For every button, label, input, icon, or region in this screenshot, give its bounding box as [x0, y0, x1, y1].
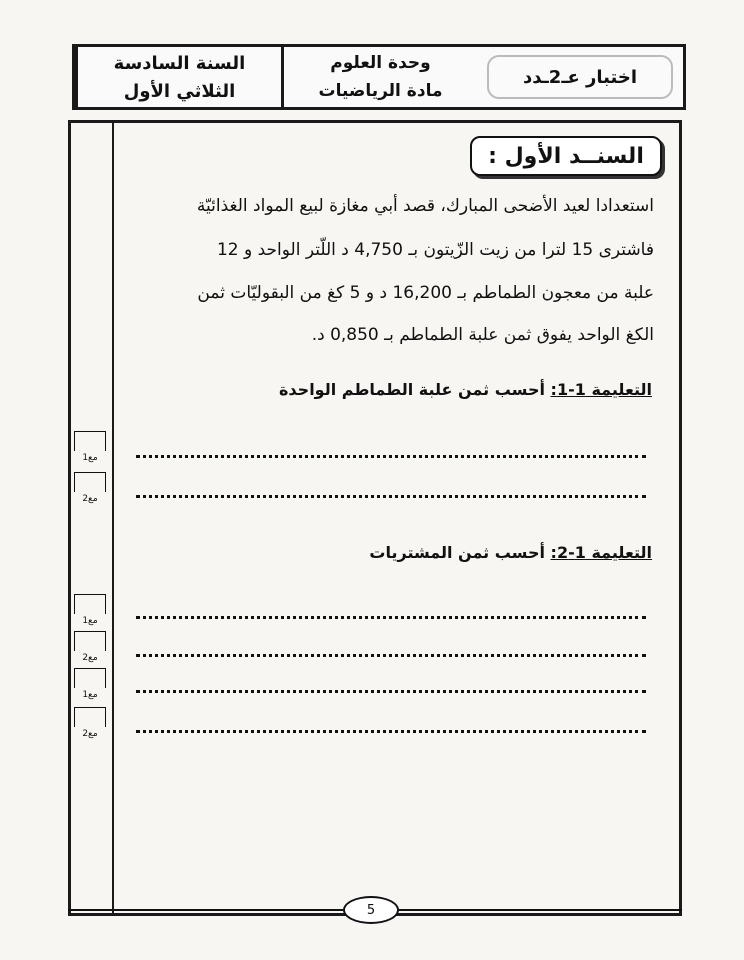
criterion-mark: مع1: [74, 594, 106, 614]
margin-rule: [112, 120, 114, 916]
answer-line[interactable]: [136, 491, 646, 498]
answer-line[interactable]: [136, 612, 646, 619]
instruction-2: [369, 543, 652, 562]
footer-rule-left: [68, 909, 343, 911]
criterion-mark: مع2: [74, 707, 106, 727]
paragraph-line-2: فاشترى 15 لترا من زيت الزّيتون بـ 4,750 د اللّتر الواحد و 12: [216, 240, 654, 260]
header-level-cell: [75, 47, 281, 107]
header-exam-cell: [477, 47, 683, 107]
paragraph-line-4: الكغ الواحد يفوق ثمن علبة الطماطم بـ 0,850 د.: [311, 325, 654, 345]
instruction-1-text: أحسب ثمن علبة الطماطم الواحدة: [278, 380, 551, 399]
section-title: السنــد الأول :: [470, 136, 662, 176]
criterion-mark: مع1: [74, 431, 106, 451]
answer-line[interactable]: [136, 686, 646, 693]
instruction-2-text: أحسب ثمن المشتريات: [369, 543, 551, 562]
criterion-mark: مع2: [74, 631, 106, 651]
instruction-2-label: التعليمة 1-2:: [550, 543, 652, 562]
header-unit-cell: [281, 47, 477, 107]
level-line1: السنة السادسة: [113, 53, 246, 74]
paragraph-line-1: استعدادا لعيد الأضحى المبارك، قصد أبي مغازة لبيع المواد الغذائيّة: [196, 196, 654, 216]
answer-line[interactable]: [136, 650, 646, 657]
exam-label: اختبار عـ2ـدد: [487, 55, 673, 99]
instruction-1: [279, 380, 652, 399]
page-number: 5: [343, 896, 399, 924]
answer-line[interactable]: [136, 451, 646, 458]
level-line2: الثلاثي الأول: [123, 81, 236, 102]
unit-line1: وحدة العلوم: [330, 53, 431, 73]
criterion-mark: مع1: [74, 668, 106, 688]
footer-rule-right: [399, 909, 682, 911]
answer-line[interactable]: [136, 726, 646, 733]
paragraph-line-3: علبة من معجون الطماطم بـ 16,200 د و 5 كغ من البقوليّات ثمن: [197, 283, 654, 303]
header-table: [72, 44, 686, 110]
unit-line2: مادة الرياضيات: [318, 81, 443, 101]
instruction-1-label: التعليمة 1-1:: [550, 380, 652, 399]
criterion-mark: مع2: [74, 472, 106, 492]
